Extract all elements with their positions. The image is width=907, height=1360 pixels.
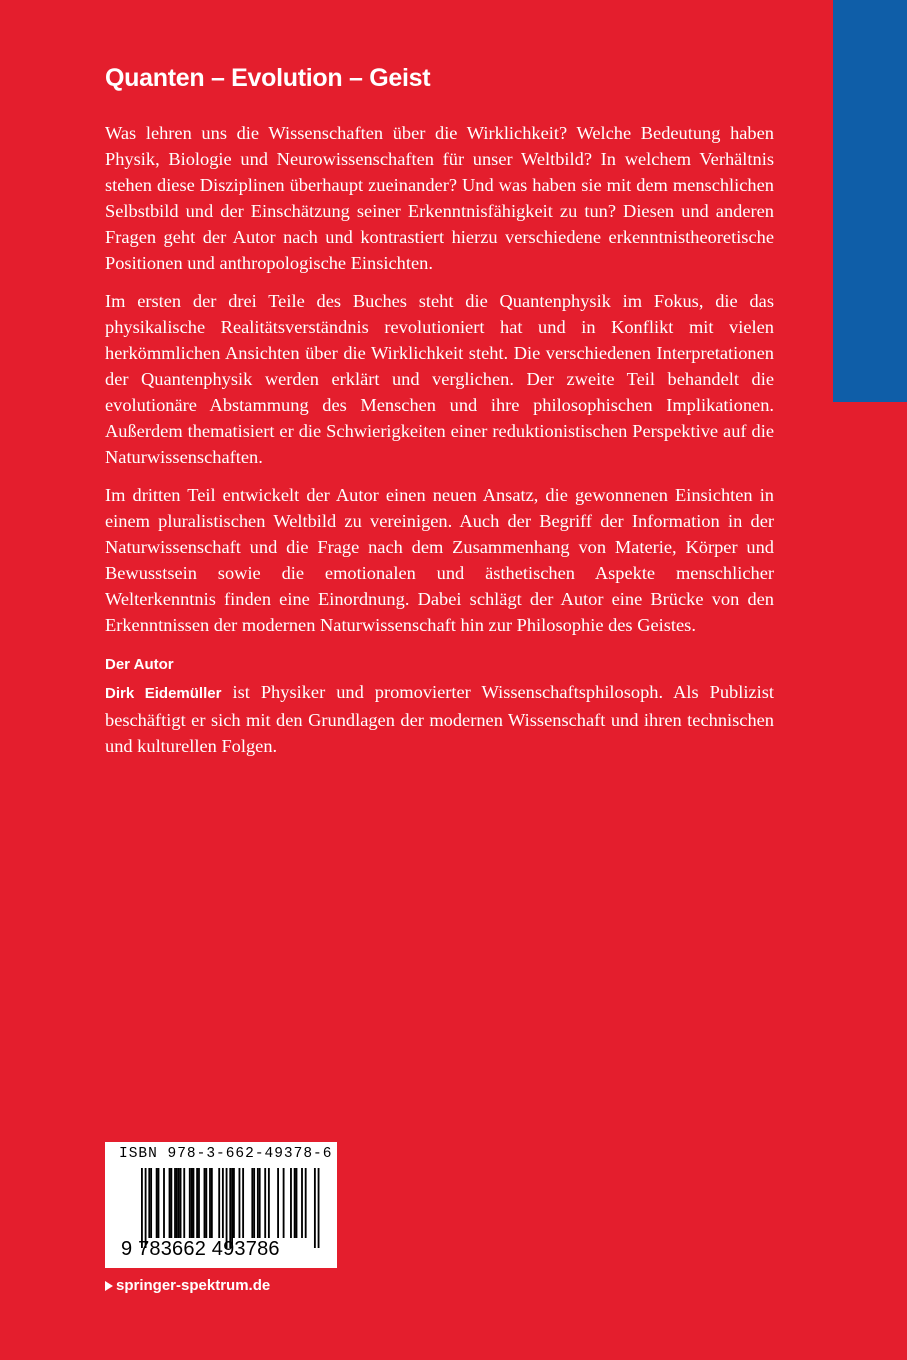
website-text: springer-spektrum.de <box>116 1277 271 1294</box>
barcode-bar <box>205 1168 207 1238</box>
barcode-bar <box>233 1168 235 1238</box>
barcode-digits: 9 783662 493786 <box>121 1238 280 1260</box>
barcode-bar <box>169 1168 171 1238</box>
barcode-bar <box>178 1168 180 1238</box>
barcode-bar <box>251 1168 253 1238</box>
barcode-bar <box>239 1168 241 1238</box>
barcode-bar <box>198 1168 200 1238</box>
blurb-text <box>105 120 774 771</box>
barcode-bar <box>150 1168 152 1238</box>
barcode-bar <box>264 1168 266 1238</box>
barcode-bar <box>226 1168 228 1248</box>
publisher-website <box>105 1276 270 1296</box>
barcode-bar <box>283 1168 285 1238</box>
barcode-bar <box>141 1168 143 1248</box>
barcode-bar <box>145 1168 147 1248</box>
author-name: Dirk Eidemüller <box>105 685 222 702</box>
barcode-bar <box>259 1168 261 1238</box>
barcode-bar <box>296 1168 298 1238</box>
blue-accent-band <box>833 0 907 402</box>
barcode-bar <box>218 1168 220 1238</box>
barcode-bar <box>183 1168 185 1238</box>
barcode-bar <box>231 1168 233 1248</box>
barcode-bar <box>277 1168 279 1238</box>
barcode-bar <box>170 1168 172 1238</box>
barcode-bar <box>156 1168 158 1238</box>
barcode-bar <box>305 1168 307 1238</box>
barcode-bar <box>209 1168 211 1238</box>
barcode-bar <box>158 1168 160 1238</box>
barcode-bar <box>290 1168 292 1238</box>
barcode-bar <box>294 1168 296 1238</box>
barcode-bar <box>257 1168 259 1238</box>
author-heading: Der Autor <box>105 656 174 673</box>
barcode-bar <box>176 1168 178 1238</box>
barcode-bar <box>211 1168 213 1238</box>
author-bio-text: ist Physiker und promovierter Wissenschaftsphilosoph. Als Publizist beschäftigt er sich mit den Grundlagen der modernen Wissenschaft und ihren technischen und kulturellen Folgen. <box>105 682 774 756</box>
barcode-bar <box>253 1168 255 1238</box>
barcode-bar <box>318 1168 320 1248</box>
author-bio <box>105 679 774 759</box>
barcode-bar <box>196 1168 198 1238</box>
barcode-bar <box>268 1168 270 1238</box>
barcode-bar <box>148 1168 150 1238</box>
barcode-bar <box>189 1168 191 1238</box>
arrow-right-icon <box>105 1281 113 1291</box>
barcode-bar <box>191 1168 193 1238</box>
blurb-paragraph-1: Was lehren uns die Wissenschaften über die Wirklichkeit? Welche Bedeutung haben Physik, Biologie und Neurowissenschaften für unser Weltbild? In welchem Verhältnis stehen diese Disziplinen überhaupt zueinander? Und was haben sie mit dem menschlichen Selbstbild und der Einschätzung seiner Erkenntnisfähigkeit zu tun? Diesen und anderen Fragen geht der Autor nach und kontrastiert hierzu verschiedene erkenntnistheoretische Positionen und anthropologische Einsichten. <box>105 123 774 273</box>
barcode-bar <box>204 1168 206 1238</box>
barcode-bar <box>174 1168 176 1238</box>
barcode-bar <box>222 1168 224 1238</box>
blurb-paragraph-3: Im dritten Teil entwickelt der Autor einen neuen Ansatz, die gewonnenen Einsichten in einem pluralistischen Weltbild zu vereinigen. Auch der Begriff der Information in der Naturwissenschaft und die Frage nach dem Zusammenhang von Materie, Körper und Bewusstsein sowie die emotionalen und ästhetischen Aspekte menschlicher Welterkenntnis finden eine Einordnung. Dabei schlägt der Autor eine Brücke von den Erkenntnissen der modernen Naturwissenschaft hin zur Philosophie des Geistes. <box>105 485 774 635</box>
barcode-bar <box>301 1168 303 1238</box>
barcode-bar <box>229 1168 231 1248</box>
barcode-bar <box>180 1168 182 1238</box>
cover-title: Quanten – Evolution – Geist <box>105 64 431 92</box>
isbn-barcode <box>105 1142 337 1268</box>
barcode-bar <box>314 1168 316 1248</box>
blurb-paragraph-2: Im ersten der drei Teile des Buches steht die Quantenphysik im Fokus, die das physikalische Realitätsverständnis revolutioniert hat und in Konflikt mit vielen herkömmlichen Ansichten über die Wirklichkeit steht. Die verschiedenen Interpretationen der Quantenphysik werden erklärt und verglichen. Der zweite Teil behandelt die evolutionäre Abstammung des Menschen und ihre philosophischen Implikationen. Außerdem thematisiert er die Schwierigkeiten einer reduktionistischen Perspektive auf die Naturwissenschaften. <box>105 291 774 467</box>
barcode-bar <box>242 1168 244 1238</box>
barcode-bar <box>193 1168 195 1238</box>
barcode-bar <box>163 1168 165 1238</box>
isbn-label: ISBN 978-3-662-49378-6 <box>119 1146 333 1162</box>
